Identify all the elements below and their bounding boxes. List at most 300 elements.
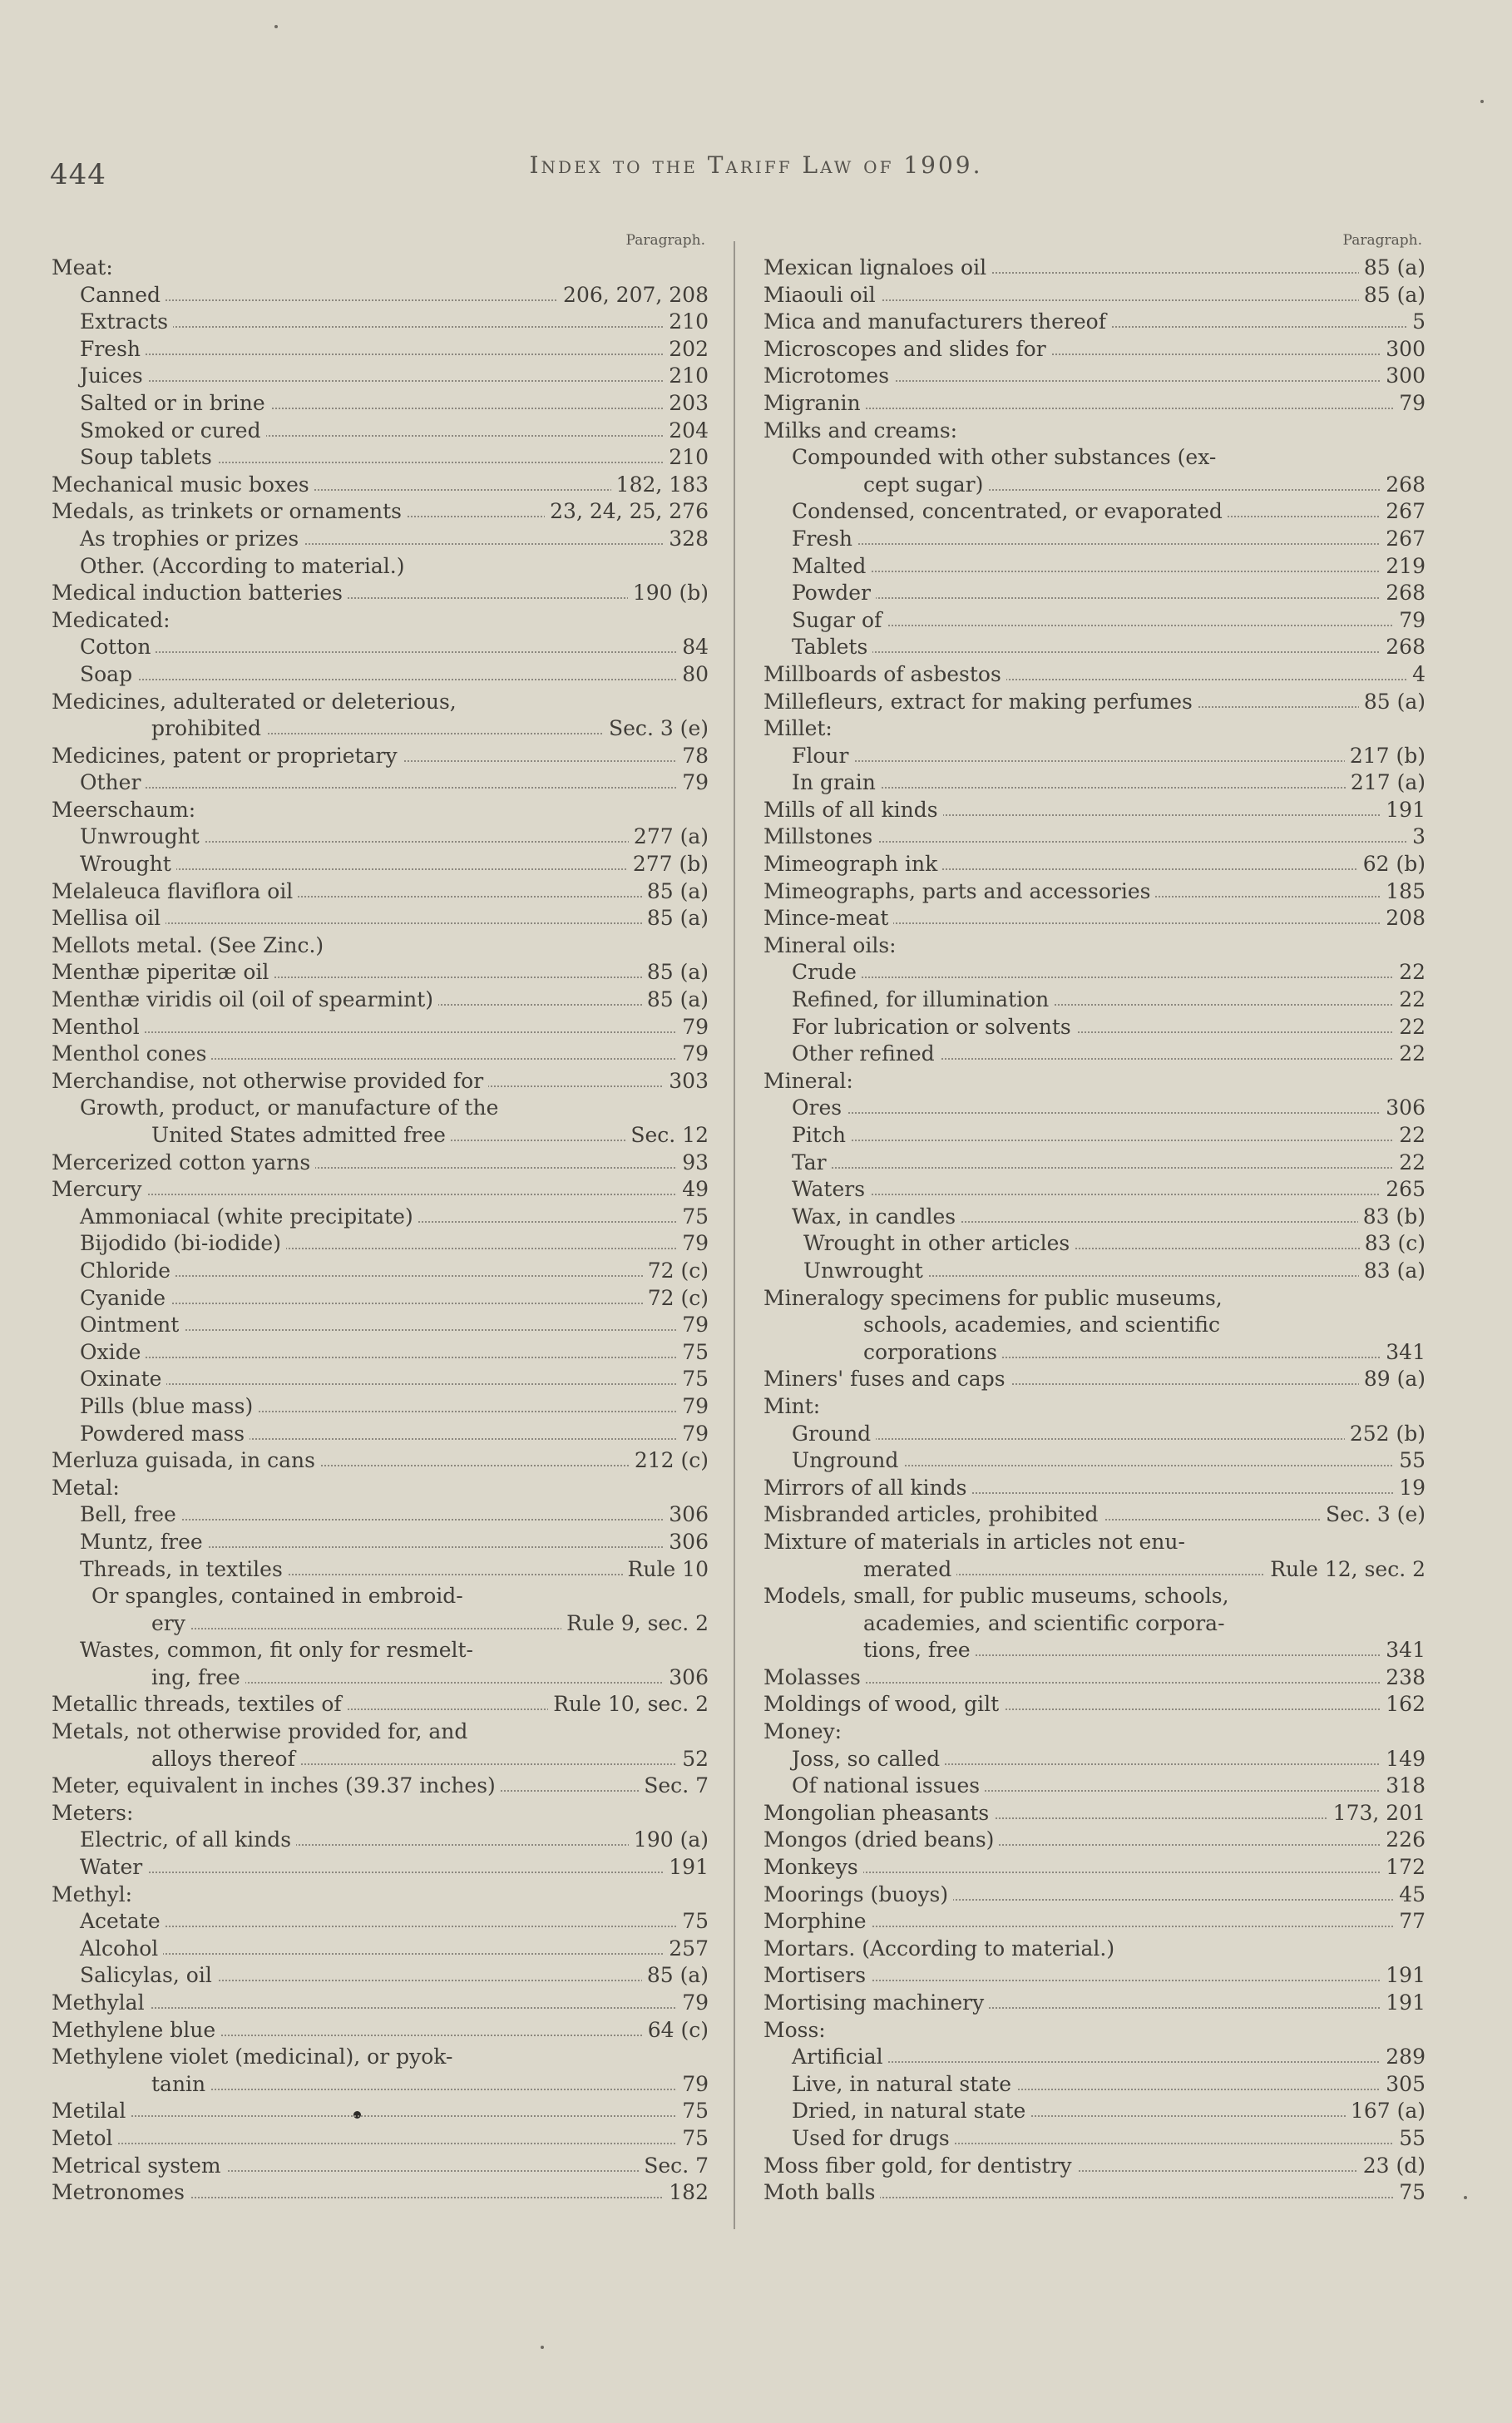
index-term: cept sugar) — [863, 472, 988, 499]
paragraph-reference: 300 — [1381, 363, 1426, 390]
dot-leader — [52, 2143, 709, 2144]
paragraph-reference: 210 — [664, 444, 709, 472]
index-entry — [52, 715, 709, 743]
index-term: Mercerized cotton yarns — [52, 1150, 315, 1177]
index-entry — [763, 1122, 1426, 1150]
index-term: United States admitted free — [151, 1122, 451, 1150]
index-entry — [763, 661, 1426, 689]
paragraph-reference: 78 — [677, 743, 709, 770]
index-term: As trophies or prizes — [80, 526, 304, 553]
index-entry — [763, 1150, 1426, 1177]
dot-leader — [792, 1167, 1426, 1169]
index-term: Menthol cones — [52, 1041, 211, 1068]
index-entry — [763, 1068, 1426, 1095]
index-entry — [52, 2071, 709, 2099]
index-entry — [763, 309, 1426, 336]
paragraph-reference: 85 (a) — [1359, 282, 1426, 309]
index-entry — [52, 1501, 709, 1529]
index-entry — [52, 1610, 709, 1638]
paragraph-reference: 167 (a) — [1346, 2098, 1426, 2125]
index-entry — [52, 1393, 709, 1421]
index-term: Oxinate — [80, 1366, 166, 1393]
index-entry — [52, 472, 709, 499]
index-entry — [763, 390, 1426, 418]
dot-leader — [80, 651, 709, 653]
paragraph-reference: 22 — [1394, 959, 1426, 987]
index-term: Electric, of all kinds — [80, 1827, 296, 1854]
index-entry — [52, 1475, 709, 1502]
index-entry — [763, 2153, 1426, 2180]
index-entry — [52, 2179, 709, 2207]
dot-leader — [80, 1926, 709, 1927]
index-term: Salicylas, oil — [80, 1962, 217, 1990]
index-term: Cyanide — [80, 1285, 170, 1313]
index-entry — [52, 418, 709, 445]
paragraph-reference: 85 (a) — [642, 1962, 709, 1990]
dot-leader — [80, 1953, 709, 1955]
paragraph-reference: 191 — [1381, 1990, 1426, 2017]
index-term: Meerschaum: — [52, 797, 200, 824]
index-term: Money: — [763, 1718, 847, 1746]
index-entry — [763, 607, 1426, 635]
index-entry — [52, 1014, 709, 1041]
index-entry — [763, 2179, 1426, 2207]
paragraph-reference: Rule 12, sec. 2 — [1265, 1556, 1426, 1584]
index-entry — [52, 1068, 709, 1095]
index-term: Artificial — [792, 2044, 888, 2071]
dot-leader — [151, 2089, 709, 2090]
paragraph-reference: 79 — [677, 769, 709, 797]
dot-leader — [80, 1303, 709, 1304]
index-entry — [52, 309, 709, 336]
dot-leader — [792, 977, 1426, 978]
paragraph-reference: 267 — [1381, 498, 1426, 526]
index-entry — [763, 689, 1426, 716]
paragraph-reference: 84 — [677, 634, 709, 661]
index-entry — [763, 1176, 1426, 1204]
paragraph-reference: Rule 10 — [623, 1556, 709, 1584]
index-entry — [52, 1882, 709, 1909]
paragraph-reference: Sec. 12 — [625, 1122, 709, 1150]
paragraph-reference: 190 (a) — [629, 1827, 709, 1854]
index-entry — [52, 1936, 709, 1963]
index-term: Metrical system — [52, 2153, 226, 2180]
paper-speck — [1480, 100, 1484, 103]
index-term: Metal: — [52, 1475, 125, 1502]
paragraph-reference: 162 — [1381, 1691, 1426, 1718]
index-entry — [52, 1990, 709, 2017]
paragraph-reference: 79 — [677, 1312, 709, 1339]
paragraph-reference: 173, 201 — [1328, 1800, 1426, 1827]
paragraph-reference: 208 — [1381, 905, 1426, 932]
index-entry — [763, 444, 1426, 472]
paragraph-reference: 341 — [1381, 1339, 1426, 1367]
index-entry — [763, 743, 1426, 770]
index-entry — [763, 1908, 1426, 1936]
index-term: Models, small, for public museums, schools, — [763, 1583, 1234, 1610]
paragraph-reference: 85 (a) — [642, 905, 709, 932]
index-term: Meters: — [52, 1800, 138, 1827]
index-term: For lubrication or solvents — [792, 1014, 1076, 1041]
paragraph-reference: 64 (c) — [643, 2017, 709, 2045]
index-entry — [52, 1366, 709, 1393]
paragraph-reference: 289 — [1381, 2044, 1426, 2071]
index-term: Live, in natural state — [792, 2071, 1016, 2099]
paragraph-reference: 77 — [1394, 1908, 1426, 1936]
index-term: Water — [80, 1854, 147, 1882]
index-term: Migranin — [763, 390, 866, 418]
index-term: Salted or in brine — [80, 390, 270, 418]
paragraph-reference: 268 — [1381, 580, 1426, 607]
dot-leader — [792, 787, 1426, 789]
index-entry — [52, 1718, 709, 1746]
index-entry — [52, 743, 709, 770]
index-entry — [52, 769, 709, 797]
index-entry — [52, 1421, 709, 1448]
index-entry — [52, 987, 709, 1014]
index-term: Tar — [792, 1150, 832, 1177]
index-term: Metals, not otherwise provided for, and — [52, 1718, 472, 1746]
paragraph-reference: 72 (c) — [643, 1258, 709, 1285]
dot-leader — [52, 2115, 709, 2117]
index-term: Other. (According to material.) — [80, 553, 409, 581]
index-term: Meat: — [52, 255, 118, 282]
index-entry — [763, 1529, 1426, 1556]
index-entry — [763, 2044, 1426, 2071]
index-entry — [52, 1691, 709, 1718]
index-entry — [52, 689, 709, 716]
paragraph-reference: 22 — [1394, 987, 1426, 1014]
index-term: Muntz, free — [80, 1529, 208, 1556]
paragraph-reference: 52 — [677, 1746, 709, 1773]
page-number: 444 — [50, 158, 106, 191]
index-term: Millstones — [763, 823, 877, 851]
index-term: Monkeys — [763, 1854, 863, 1882]
dot-leader — [792, 571, 1426, 572]
index-term: Smoked or cured — [80, 418, 266, 445]
paragraph-reference: 182, 183 — [611, 472, 709, 499]
paragraph-reference: 252 (b) — [1345, 1421, 1426, 1448]
paragraph-reference: 79 — [677, 1014, 709, 1041]
index-entry — [52, 607, 709, 635]
index-term: tions, free — [863, 1637, 976, 1664]
index-term: Pitch — [792, 1122, 851, 1150]
index-entry — [763, 987, 1426, 1014]
paragraph-reference: 191 — [1381, 797, 1426, 824]
paragraph-reference: 75 — [677, 1366, 709, 1393]
index-term: Mongos (dried beans) — [763, 1827, 999, 1854]
dot-leader — [52, 1031, 709, 1033]
index-term: Growth, product, or manufacture of the — [80, 1095, 503, 1122]
index-entry — [52, 1664, 709, 1692]
index-column-left — [52, 226, 709, 2207]
index-entry — [52, 1854, 709, 1882]
index-term: Metallic threads, textiles of — [52, 1691, 347, 1718]
paragraph-reference: 75 — [1394, 2179, 1426, 2207]
paragraph-reference: 172 — [1381, 1854, 1426, 1882]
index-entry — [52, 823, 709, 851]
index-entry — [763, 1421, 1426, 1448]
index-entry — [763, 769, 1426, 797]
index-term: Medical induction batteries — [52, 580, 348, 607]
paragraph-reference: 79 — [677, 1421, 709, 1448]
index-entry — [763, 1014, 1426, 1041]
index-entry — [763, 1936, 1426, 1963]
paragraph-reference: 85 (a) — [642, 959, 709, 987]
index-term: Compounded with other substances (ex- — [792, 444, 1221, 472]
paragraph-reference: 22 — [1394, 1150, 1426, 1177]
index-term: Other — [80, 769, 146, 797]
index-entry — [763, 1366, 1426, 1393]
index-term: Oxide — [80, 1339, 146, 1367]
index-term: Medicated: — [52, 607, 175, 635]
index-term: Or spangles, contained in embroid- — [91, 1583, 468, 1610]
dot-leader — [52, 1194, 709, 1195]
index-entry — [52, 2044, 709, 2071]
paragraph-reference: 277 (b) — [628, 851, 709, 878]
index-entry — [52, 905, 709, 932]
paragraph-reference: 191 — [664, 1854, 709, 1882]
index-entry — [52, 1529, 709, 1556]
paragraph-reference: 22 — [1394, 1041, 1426, 1068]
paragraph-reference: 3 — [1407, 823, 1426, 851]
index-column-right — [763, 226, 1426, 2207]
index-entry — [763, 1746, 1426, 1773]
index-entry — [52, 1908, 709, 1936]
index-term: Milks and creams: — [763, 418, 962, 445]
paragraph-reference: 305 — [1381, 2071, 1426, 2099]
index-term: Pills (blue mass) — [80, 1393, 258, 1421]
paragraph-reference: 191 — [1381, 1962, 1426, 1990]
index-term: Metronomes — [52, 2179, 190, 2207]
index-term: Medicines, patent or proprietary — [52, 743, 403, 770]
paragraph-reference: 79 — [677, 1990, 709, 2017]
index-term: corporations — [863, 1339, 1002, 1367]
index-term: Bijodido (bi-iodide) — [80, 1230, 286, 1258]
index-entry — [52, 878, 709, 906]
paragraph-reference: 226 — [1381, 1827, 1426, 1854]
dot-leader — [80, 1357, 709, 1358]
index-term: Soup tablets — [80, 444, 217, 472]
index-term: ing, free — [151, 1664, 245, 1692]
paragraph-reference: 265 — [1381, 1176, 1426, 1204]
index-entry — [763, 2071, 1426, 2099]
index-entry — [52, 1285, 709, 1313]
paragraph-reference: 55 — [1394, 2125, 1426, 2153]
index-term: Morphine — [763, 1908, 872, 1936]
index-term: tanin — [151, 2071, 210, 2099]
paragraph-reference: 85 (a) — [1359, 689, 1426, 716]
index-entry — [52, 1447, 709, 1475]
index-entry — [763, 905, 1426, 932]
index-entry — [763, 1230, 1426, 1258]
paragraph-reference: 75 — [677, 2125, 709, 2153]
index-term: Flour — [792, 743, 853, 770]
index-term: Mortisers — [763, 1962, 871, 1990]
index-entry — [763, 526, 1426, 553]
index-term: Juices — [80, 363, 148, 390]
index-term: In grain — [792, 769, 881, 797]
index-entry — [52, 2098, 709, 2125]
index-entry — [763, 1610, 1426, 1638]
index-entry — [52, 1176, 709, 1204]
paragraph-reference: 79 — [677, 1230, 709, 1258]
index-entry — [52, 1258, 709, 1285]
index-entry — [763, 797, 1426, 824]
index-term: academies, and scientific corpora- — [863, 1610, 1230, 1638]
paragraph-reference: 80 — [677, 661, 709, 689]
index-entry — [52, 1095, 709, 1122]
paragraph-reference: 328 — [664, 526, 709, 553]
index-term: Melaleuca flaviflora oil — [52, 878, 298, 906]
index-entry — [52, 1204, 709, 1231]
index-term: Metol — [52, 2125, 118, 2153]
paragraph-reference: 277 (a) — [629, 823, 709, 851]
index-entry — [52, 444, 709, 472]
paragraph-reference: 4 — [1407, 661, 1426, 689]
index-entry — [52, 553, 709, 581]
index-term: Millboards of asbestos — [763, 661, 1006, 689]
index-entry — [763, 1718, 1426, 1746]
index-entry — [763, 1962, 1426, 1990]
index-term: Unground — [792, 1447, 903, 1475]
index-entry — [763, 553, 1426, 581]
index-term: Miaouli oil — [763, 282, 881, 309]
index-term: Misbranded articles, prohibited — [763, 1501, 1104, 1529]
dot-leader — [792, 543, 1426, 545]
index-entry — [763, 1691, 1426, 1718]
paragraph-reference: 210 — [664, 363, 709, 390]
paragraph-reference: 190 (b) — [628, 580, 709, 607]
index-term: Mills of all kinds — [763, 797, 943, 824]
paragraph-reference: 206, 207, 208 — [558, 282, 709, 309]
index-term: Menthæ piperitæ oil — [52, 959, 274, 987]
paragraph-reference: 267 — [1381, 526, 1426, 553]
paragraph-reference: 203 — [664, 390, 709, 418]
index-entry — [763, 932, 1426, 960]
paragraph-reference: 85 (a) — [1359, 255, 1426, 282]
paragraph-reference: 83 (c) — [1360, 1230, 1426, 1258]
index-term: Unwrought — [803, 1258, 928, 1285]
index-term: Ground — [792, 1421, 876, 1448]
index-entry — [763, 1258, 1426, 1285]
column-header: Paragraph. — [1342, 232, 1422, 249]
index-term: Mineral oils: — [763, 932, 902, 960]
index-entry — [763, 823, 1426, 851]
index-term: Mechanical music boxes — [52, 472, 314, 499]
paragraph-reference: 62 (b) — [1358, 851, 1426, 878]
paragraph-reference: 306 — [1381, 1095, 1426, 1122]
index-entry — [763, 1854, 1426, 1882]
paragraph-reference: 303 — [664, 1068, 709, 1095]
paragraph-reference: 89 (a) — [1359, 1366, 1426, 1393]
index-entry — [763, 1095, 1426, 1122]
paragraph-reference: 210 — [664, 309, 709, 336]
index-entry — [763, 282, 1426, 309]
paragraph-reference: Sec. 3 (e) — [604, 715, 709, 743]
index-term: alloys thereof — [151, 1746, 300, 1773]
index-term: Refined, for illumination — [792, 987, 1054, 1014]
index-term: Mortars. (According to material.) — [763, 1936, 1119, 1963]
index-entry — [763, 634, 1426, 661]
index-term: Wrought in other articles — [803, 1230, 1075, 1258]
index-entry — [52, 1150, 709, 1177]
index-entry — [52, 1773, 709, 1800]
dot-leader — [792, 1112, 1426, 1114]
index-term: Menthol — [52, 1014, 145, 1041]
paragraph-reference: 341 — [1381, 1637, 1426, 1664]
dot-leader — [792, 1438, 1426, 1440]
index-entry — [763, 1475, 1426, 1502]
paragraph-reference: 22 — [1394, 1014, 1426, 1041]
index-entry — [763, 2017, 1426, 2045]
paragraph-reference: 212 (c) — [630, 1447, 709, 1475]
index-term: Crude — [792, 959, 862, 987]
index-term: Of national issues — [792, 1773, 985, 1800]
paragraph-reference: 75 — [677, 1204, 709, 1231]
dot-leader — [792, 1194, 1426, 1195]
paragraph-reference: Rule 9, sec. 2 — [561, 1610, 709, 1638]
paragraph-reference: 204 — [664, 418, 709, 445]
index-entry — [52, 959, 709, 987]
index-term: Miners' fuses and caps — [763, 1366, 1010, 1393]
index-entry — [763, 1637, 1426, 1664]
index-entry — [763, 1393, 1426, 1421]
paragraph-reference: 23, 24, 25, 276 — [545, 498, 709, 526]
index-entry — [763, 1312, 1426, 1339]
paragraph-reference: 257 — [664, 1936, 709, 1963]
paragraph-reference: 93 — [677, 1150, 709, 1177]
paragraph-reference: 268 — [1381, 634, 1426, 661]
dot-leader — [792, 760, 1426, 762]
paragraph-reference: 318 — [1381, 1773, 1426, 1800]
paragraph-reference: 217 (a) — [1346, 769, 1426, 797]
paragraph-reference: 300 — [1381, 336, 1426, 363]
index-entry — [763, 1447, 1426, 1475]
dot-leader — [80, 326, 709, 328]
index-entry — [52, 282, 709, 309]
paper-speck — [541, 2346, 544, 2349]
paragraph-reference: 268 — [1381, 472, 1426, 499]
paragraph-reference: 23 (d) — [1358, 2153, 1426, 2180]
index-term: Ores — [792, 1095, 847, 1122]
index-term: Mexican lignaloes oil — [763, 255, 991, 282]
index-entry — [763, 363, 1426, 390]
index-term: Wrought — [80, 851, 176, 878]
index-term: Moldings of wood, gilt — [763, 1691, 1004, 1718]
paragraph-reference: 45 — [1394, 1882, 1426, 1909]
index-entry — [52, 634, 709, 661]
paragraph-reference: 5 — [1407, 309, 1426, 336]
index-term: Chloride — [80, 1258, 175, 1285]
index-entry — [763, 1501, 1426, 1529]
index-term: Used for drugs — [792, 2125, 955, 2153]
index-rows — [52, 255, 709, 2207]
index-term: Moss: — [763, 2017, 831, 2045]
index-term: Powder — [792, 580, 876, 607]
index-entry — [763, 1204, 1426, 1231]
index-term: ery — [151, 1610, 190, 1638]
index-term: Mellots metal. (See Zinc.) — [52, 932, 329, 960]
index-term: Other refined — [792, 1041, 940, 1068]
index-entry — [52, 851, 709, 878]
paragraph-reference: 79 — [677, 1393, 709, 1421]
paragraph-reference: 79 — [677, 2071, 709, 2099]
paragraph-reference: 238 — [1381, 1664, 1426, 1692]
dot-leader — [80, 354, 709, 355]
index-term: Methylene blue — [52, 2017, 220, 2045]
index-entry — [52, 580, 709, 607]
